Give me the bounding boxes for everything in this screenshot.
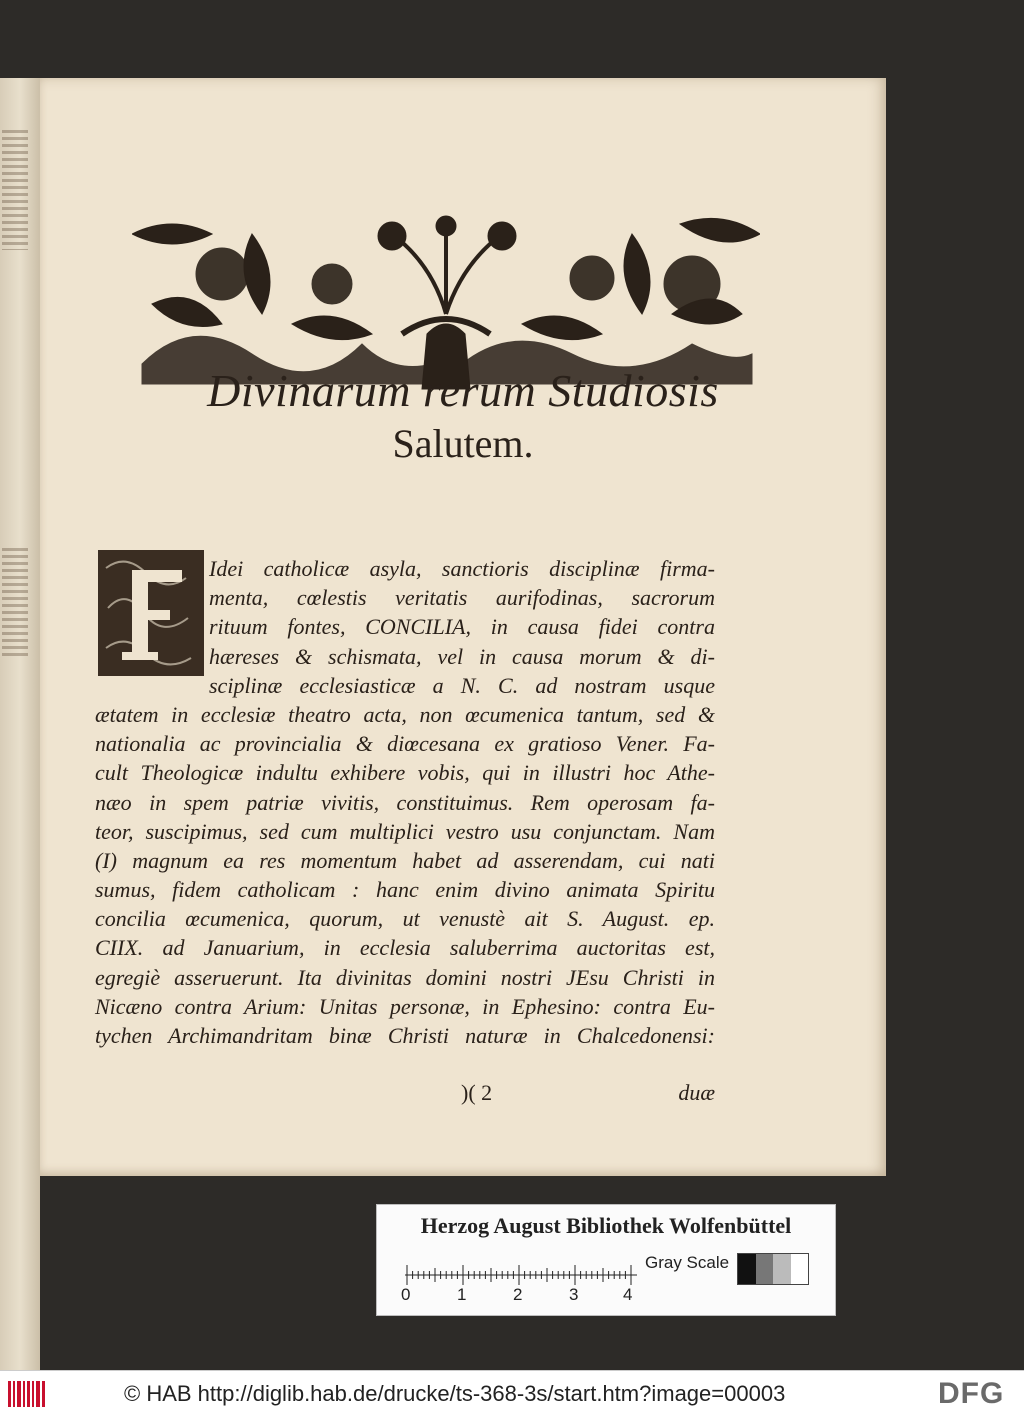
book-page: [40, 78, 886, 1176]
viewer-footer-bar: [0, 1370, 1024, 1418]
signature-mark: )( 2: [461, 1080, 493, 1105]
page-subheading: Salutem.: [392, 421, 534, 466]
ruler-number: 4: [623, 1285, 633, 1304]
gray-swatch: [756, 1254, 774, 1284]
text-line: cult Theologicæ indultu exhibere vobis, qui in illustri hoc Athe-: [95, 760, 715, 786]
text-line: concilia œcumenica, quorum, ut venustè ait S. August. ep.: [95, 906, 715, 932]
text-line: sumus, fidem catholicam : hanc enim divino animata Spiritu: [95, 877, 715, 903]
ruler-numbers: [401, 1285, 641, 1309]
text-line: teor, suscipimus, sed cum multiplici vestro usu conjunctam. Nam: [95, 818, 715, 844]
ruler-number: 1: [457, 1285, 467, 1304]
text-line: CIIX. ad Januarium, in ecclesia saluberrima auctoritas est,: [95, 935, 715, 961]
bleed-through-mark: [2, 130, 28, 250]
ruler-number: 2: [513, 1285, 523, 1304]
gray-swatch: [791, 1254, 809, 1284]
ruler-number: 3: [569, 1285, 579, 1304]
text-line: næo in spem patriæ vivitis, constituimus. Rem operosam fa-: [95, 789, 715, 815]
text-line: sciplinæ ecclesiasticæ a N. C. ad nostram usque: [209, 672, 715, 698]
library-name: Herzog August Bibliothek Wolfenbüttel: [420, 1213, 792, 1238]
barcode-icon: [8, 1381, 46, 1407]
text-line: hæreses & schismata, vel in causa morum & di-: [209, 643, 715, 669]
page-footer: [95, 1080, 715, 1110]
text-line: Idei catholicæ asyla, sanctioris disciplinæ firma-: [209, 556, 715, 581]
copyright-link[interactable]: © HAB http://diglib.hab.de/drucke/ts-368-3s/start.htm?image=00003: [124, 1381, 786, 1406]
text-line: menta, cœlestis veritatis aurifodinas, sacrorum: [209, 585, 715, 611]
text-line: Nicæno contra Arium: Unitas personæ, in Ephesino: contra Eu-: [95, 993, 715, 1019]
text-line: ætatem in ecclesiæ theatro acta, non œcumenica tantum, sed &: [95, 701, 715, 727]
text-line: nationalia ac provincialia & diœcesana ex gratioso Vener. Fa-: [95, 731, 715, 757]
dfg-logo: DFG: [938, 1377, 1005, 1410]
ruler-number: 0: [401, 1285, 411, 1304]
catchword: duæ: [678, 1080, 715, 1105]
gray-swatch: [773, 1254, 791, 1284]
text-line: egregiè asseruerunt. Ita divinitas domini nostri JEsu Christi in: [95, 964, 715, 990]
bleed-through-mark: [2, 548, 28, 658]
previous-page-edge: [0, 78, 40, 1408]
body-text: [95, 554, 715, 1050]
text-line: (I) magnum ea res momentum habet ad asserendam, cui nati: [95, 847, 715, 873]
page-heading: Divinarum rerum Studiosis: [207, 365, 719, 416]
gray-scale-swatches: [737, 1253, 809, 1285]
gray-scale-label: Gray Scale: [645, 1253, 730, 1272]
color-scale-card: [376, 1204, 836, 1316]
gray-swatch: [738, 1254, 756, 1284]
text-line: tychen Archimandritam binæ Christi naturæ in Chalcedonensi:: [95, 1023, 715, 1048]
text-line: rituum fontes, CONCILIA, in causa fidei contra: [209, 614, 715, 640]
